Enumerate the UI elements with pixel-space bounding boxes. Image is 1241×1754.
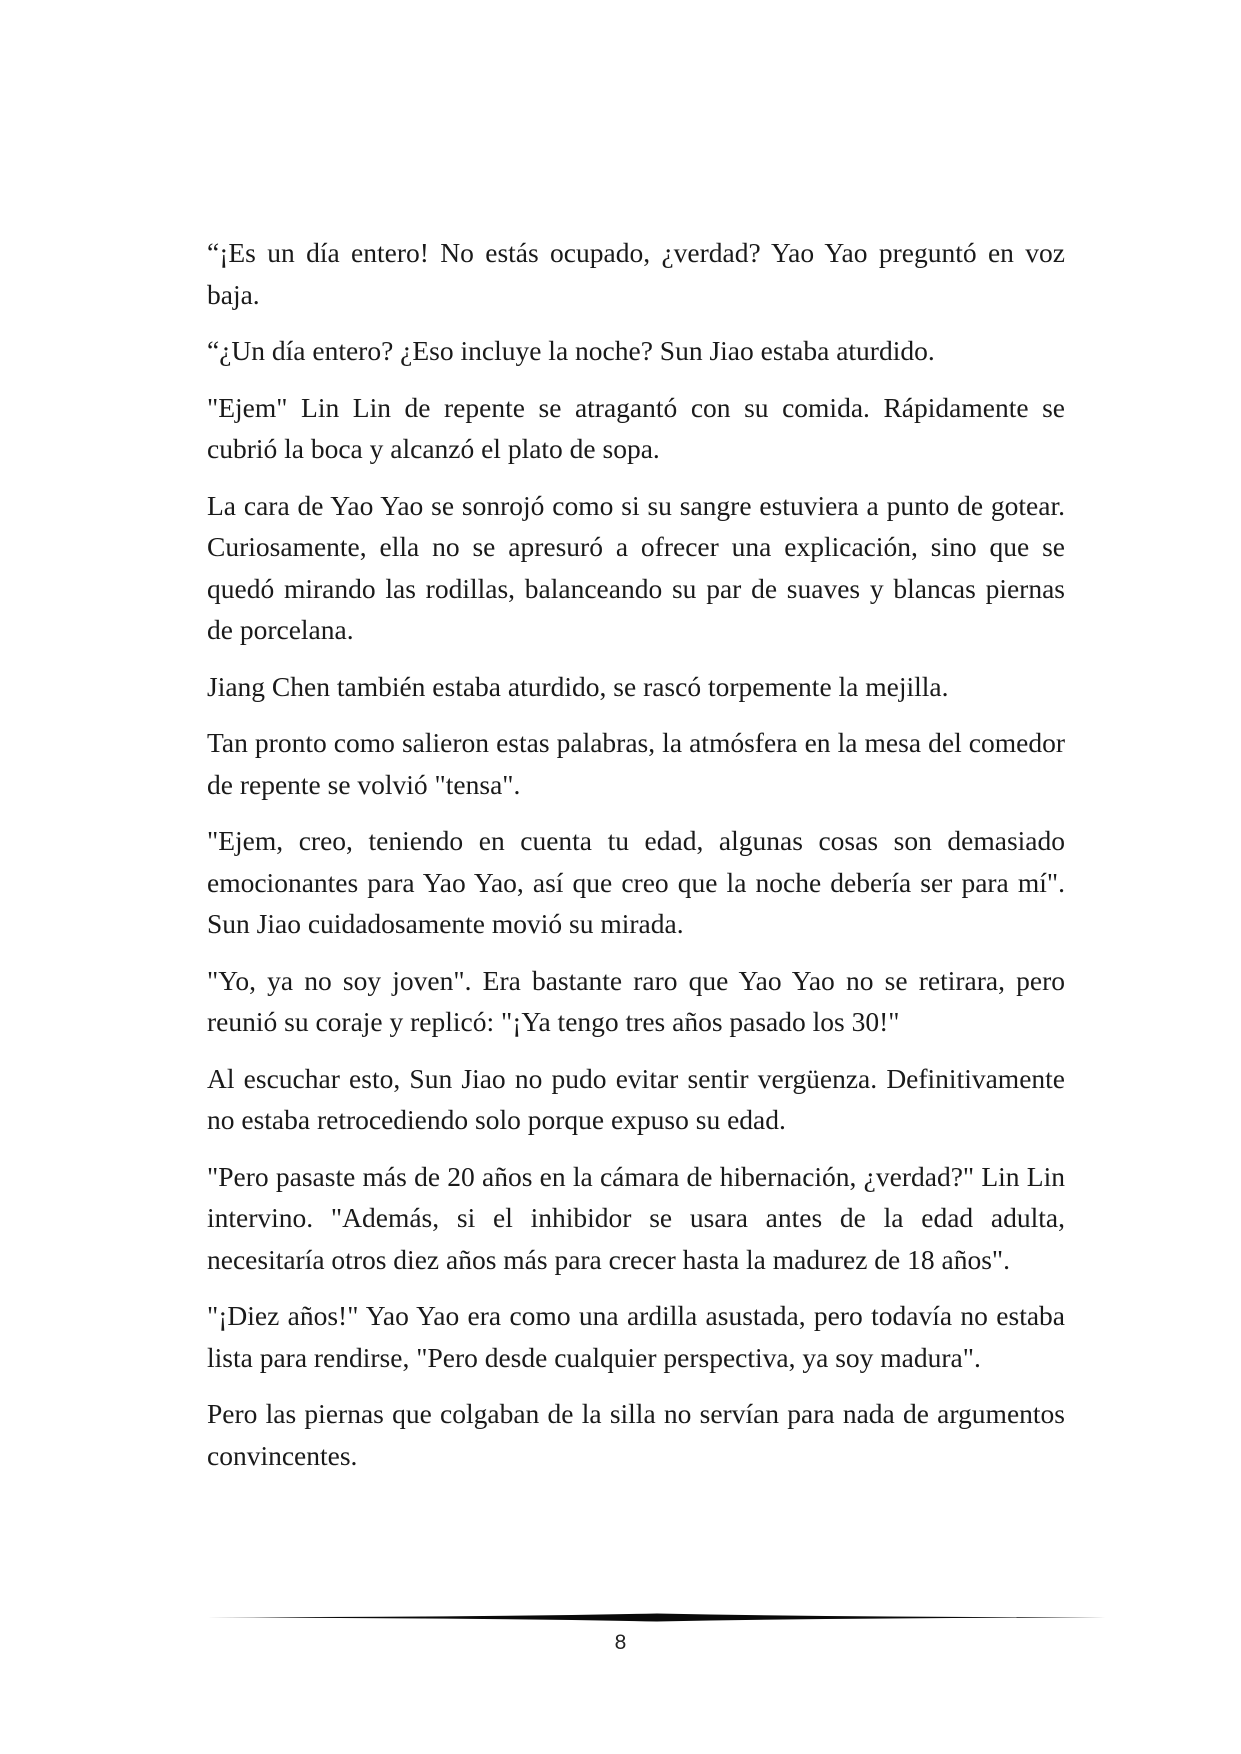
page-number: 8 [614,1631,627,1654]
paragraph: Jiang Chen también estaba aturdido, se rascó torpemente la mejilla. [207,670,949,702]
paragraph: La cara de Yao Yao se sonrojó como si su sangre estuviera a punto de gotear. Curiosamente, ella no se apresuró a ofrecer una explicación, sino que se quedó mirando las rodillas, balanceando su par de suaves y blancas piernas de porcelana. [207,489,1065,645]
paragraph: Pero las piernas que colgaban de la silla no servían para nada de argumentos convincentes. [207,1398,1065,1471]
footer-divider [207,1611,1107,1625]
paragraph: "¡Diez años!" Yao Yao era como una ardilla asustada, pero todavía no estaba lista para rendirse, "Pero desde cualquier perspectiva, ya soy madura". [207,1300,1065,1373]
paragraph: “¡Es un día entero! No estás ocupado, ¿verdad? Yao Yao preguntó en voz baja. [207,237,1065,310]
paragraph: "Pero pasaste más de 20 años en la cámara de hibernación, ¿verdad?" Lin Lin intervino. "Además, si el inhibidor se usara antes de la edad adulta, necesitaría otros diez años más para crecer hasta la madurez de 18 años". [207,1160,1065,1275]
paragraph: “¿Un día entero? ¿Eso incluye la noche? Sun Jiao estaba aturdido. [207,335,935,366]
body-text [207,232,1065,1491]
paragraph: "Yo, ya no soy joven". Era bastante raro que Yao Yao no se retirara, pero reunió su coraje y replicó: "¡Ya tengo tres años pasado los 30!" [207,964,1065,1037]
paragraph: Tan pronto como salieron estas palabras, la atmósfera en la mesa del comedor de repente se volvió "tensa". [207,727,1065,800]
paragraph: "Ejem" Lin Lin de repente se atragantó con su comida. Rápidamente se cubrió la boca y alcanzó el plato de sopa. [207,391,1065,464]
paragraph: Al escuchar esto, Sun Jiao no pudo evitar sentir vergüenza. Definitivamente no estaba retrocediendo solo porque expuso su edad. [207,1062,1065,1135]
paragraph: "Ejem, creo, teniendo en cuenta tu edad, algunas cosas son demasiado emocionantes para Yao Yao, así que creo que la noche debería ser para mí". Sun Jiao cuidadosamente movió su mirada. [207,825,1065,939]
